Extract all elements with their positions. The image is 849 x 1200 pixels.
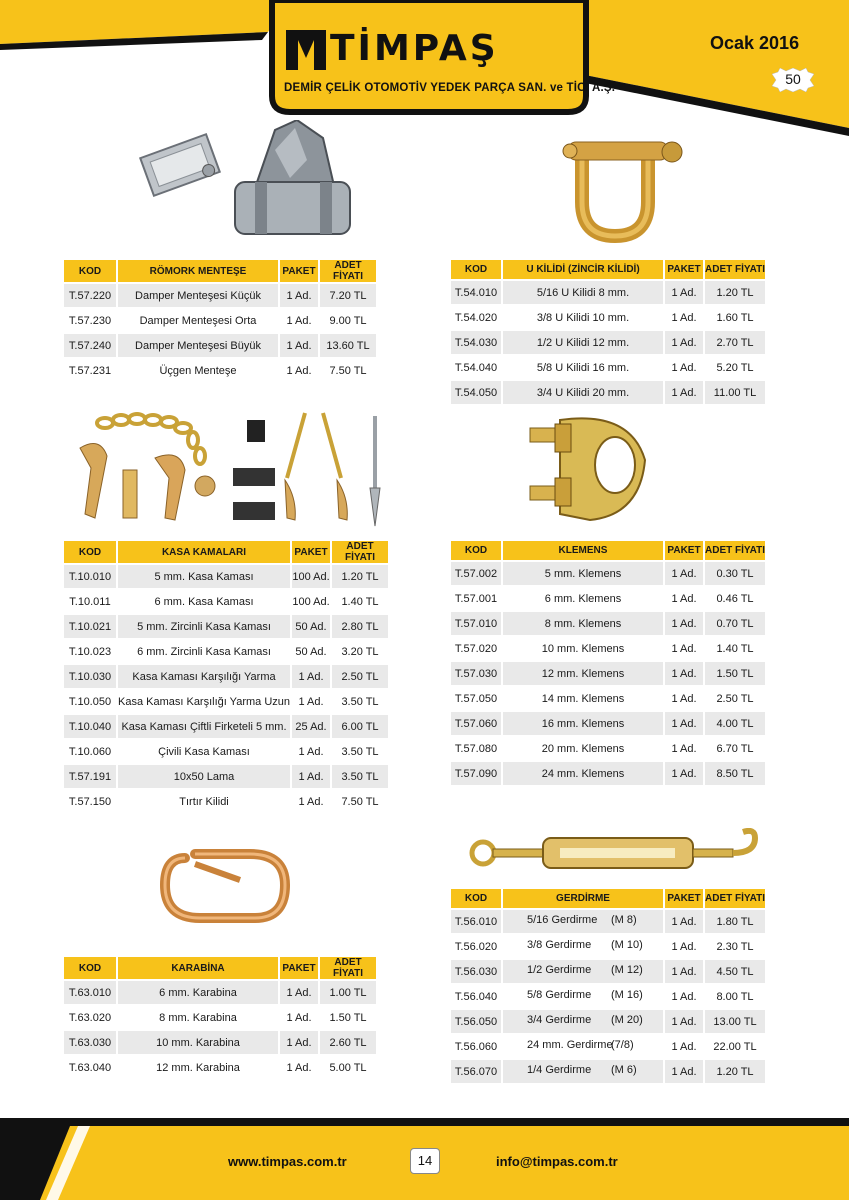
product-name-text: 3/4 Gerdirme (527, 1014, 592, 1026)
product-code: T.54.050 (451, 381, 501, 404)
table-row (451, 985, 765, 1008)
unit-price: 3.50 TL (332, 740, 388, 763)
table-row (64, 740, 388, 763)
product-name: Çivili Kasa Kaması (118, 740, 290, 763)
package: 1 Ad. (292, 740, 330, 763)
package: 1 Ad. (292, 690, 330, 713)
product-code: T.57.030 (451, 662, 501, 685)
product-name: Kasa Kaması Karşılığı Yarma Uzun (118, 690, 290, 713)
unit-price: 0.30 TL (705, 562, 765, 585)
product-code: T.56.040 (451, 985, 501, 1008)
package: 1 Ad. (665, 935, 703, 958)
unit-price: 2.80 TL (332, 615, 388, 638)
unit-price: 3.50 TL (332, 765, 388, 788)
romork-mentese-table (62, 258, 378, 384)
table-row (64, 359, 376, 382)
product-code: T.57.231 (64, 359, 116, 382)
thread-size: (M 6) (611, 1064, 637, 1076)
unit-price: 1.00 TL (320, 981, 376, 1004)
package: 1 Ad. (665, 687, 703, 710)
package: 1 Ad. (665, 356, 703, 379)
unit-price: 0.70 TL (705, 612, 765, 635)
package: 1 Ad. (665, 562, 703, 585)
gerdirme-image (465, 828, 765, 878)
unit-price: 0.46 TL (705, 587, 765, 610)
package: 1 Ad. (280, 359, 318, 382)
package: 1 Ad. (280, 981, 318, 1004)
thread-size: (M 20) (611, 1014, 643, 1026)
product-name: 8 mm. Klemens (503, 612, 663, 635)
unit-price: 8.50 TL (705, 762, 765, 785)
badge-number: 50 (785, 71, 801, 87)
product-name-text: 5/8 Gerdirme (527, 989, 592, 1001)
table-row (64, 284, 376, 307)
table-row (64, 665, 388, 688)
product-name: 12 mm. Karabina (118, 1056, 278, 1079)
product-name: Kasa Kaması Karşılığı Yarma (118, 665, 290, 688)
unit-price: 1.40 TL (332, 590, 388, 613)
product-code: T.10.011 (64, 590, 116, 613)
unit-price: 3.20 TL (332, 640, 388, 663)
table-row (451, 960, 765, 983)
brand-logo-text: TİMPAŞ (330, 28, 499, 69)
product-code: T.10.040 (64, 715, 116, 738)
unit-price: 1.50 TL (705, 662, 765, 685)
package: 1 Ad. (665, 762, 703, 785)
package: 1 Ad. (665, 1060, 703, 1083)
product-name: 10x50 Lama (118, 765, 290, 788)
header-category: KLEMENS (503, 541, 663, 560)
package: 1 Ad. (665, 637, 703, 660)
package: 50 Ad. (292, 640, 330, 663)
package: 1 Ad. (280, 284, 318, 307)
package: 1 Ad. (280, 309, 318, 332)
header-category: GERDİRME (503, 889, 663, 908)
product-code: T.56.010 (451, 910, 501, 933)
package: 1 Ad. (292, 790, 330, 813)
table-row (451, 562, 765, 585)
header-price: ADET FİYATI (320, 260, 376, 282)
table-row (451, 587, 765, 610)
product-name: 5 mm. Zircinli Kasa Kaması (118, 615, 290, 638)
unit-price: 2.50 TL (705, 687, 765, 710)
header-price: ADET FİYATI (332, 541, 388, 563)
table-row (64, 334, 376, 357)
unit-price: 22.00 TL (705, 1035, 765, 1058)
header-kod: KOD (64, 541, 116, 563)
product-name: 10 mm. Klemens (503, 637, 663, 660)
package: 1 Ad. (665, 985, 703, 1008)
table-row (451, 381, 765, 404)
package: 1 Ad. (665, 281, 703, 304)
unit-price: 6.70 TL (705, 737, 765, 760)
product-name: 14 mm. Klemens (503, 687, 663, 710)
product-code: T.54.030 (451, 331, 501, 354)
romork-mentese-image (125, 120, 355, 245)
unit-price: 1.60 TL (705, 306, 765, 329)
product-code: T.56.050 (451, 1010, 501, 1033)
header-paket: PAKET (665, 541, 703, 560)
product-name-text: 5/16 Gerdirme (527, 914, 598, 926)
header-paket: PAKET (280, 957, 318, 979)
table-row (451, 762, 765, 785)
u-kilidi-table (449, 258, 767, 406)
package: 1 Ad. (280, 1006, 318, 1029)
table-row (451, 935, 765, 958)
package: 1 Ad. (665, 712, 703, 735)
unit-price: 5.20 TL (705, 356, 765, 379)
product-name (503, 1010, 663, 1033)
product-code: T.57.002 (451, 562, 501, 585)
product-name (503, 935, 663, 958)
product-code: T.10.023 (64, 640, 116, 663)
product-code: T.57.060 (451, 712, 501, 735)
product-code: T.57.220 (64, 284, 116, 307)
unit-price: 7.50 TL (332, 790, 388, 813)
thread-size: (M 12) (611, 964, 643, 976)
unit-price: 1.40 TL (705, 637, 765, 660)
table-row (451, 1035, 765, 1058)
header-paket: PAKET (665, 260, 703, 279)
thread-size: (M 10) (611, 939, 643, 951)
product-name: Damper Menteşesi Küçük (118, 284, 278, 307)
package: 25 Ad. (292, 715, 330, 738)
product-code: T.63.010 (64, 981, 116, 1004)
unit-price: 8.00 TL (705, 985, 765, 1008)
product-code: T.10.050 (64, 690, 116, 713)
package: 100 Ad. (292, 590, 330, 613)
package: 1 Ad. (665, 910, 703, 933)
package: 1 Ad. (280, 1031, 318, 1054)
product-name: 3/8 U Kilidi 10 mm. (503, 306, 663, 329)
header-kod: KOD (64, 957, 116, 979)
header-kod: KOD (451, 260, 501, 279)
unit-price: 1.20 TL (705, 1060, 765, 1083)
unit-price: 4.50 TL (705, 960, 765, 983)
product-code: T.56.030 (451, 960, 501, 983)
klemens-table (449, 539, 767, 787)
product-code: T.10.030 (64, 665, 116, 688)
footer-page-number: 14 (410, 1148, 440, 1174)
footer-website-link[interactable]: www.timpas.com.tr (228, 1154, 347, 1169)
company-name: DEMİR ÇELİK OTOMOTİV YEDEK PARÇA SAN. ve TİC. A.Ş. (284, 82, 616, 94)
product-code: T.57.090 (451, 762, 501, 785)
table-row (451, 306, 765, 329)
product-code: T.10.060 (64, 740, 116, 763)
product-name: 5/8 U Kilidi 16 mm. (503, 356, 663, 379)
product-code: T.57.050 (451, 687, 501, 710)
header-category: RÖMORK MENTEŞE (118, 260, 278, 282)
product-name-text: 3/8 Gerdirme (527, 939, 592, 951)
table-row (64, 765, 388, 788)
header-kod: KOD (451, 541, 501, 560)
product-name (503, 910, 663, 933)
unit-price: 6.00 TL (332, 715, 388, 738)
unit-price: 7.20 TL (320, 284, 376, 307)
package: 1 Ad. (292, 765, 330, 788)
product-name: 1/2 U Kilidi 12 mm. (503, 331, 663, 354)
header-price: ADET FİYATI (705, 889, 765, 908)
table-row (64, 615, 388, 638)
product-code: T.10.021 (64, 615, 116, 638)
unit-price: 13.00 TL (705, 1010, 765, 1033)
package: 1 Ad. (665, 331, 703, 354)
package: 1 Ad. (665, 381, 703, 404)
product-name: 3/4 U Kilidi 20 mm. (503, 381, 663, 404)
unit-price: 9.00 TL (320, 309, 376, 332)
table-row (64, 715, 388, 738)
table-row (451, 687, 765, 710)
product-name: Damper Menteşesi Büyük (118, 334, 278, 357)
table-row (451, 737, 765, 760)
product-code: T.63.020 (64, 1006, 116, 1029)
package: 1 Ad. (665, 612, 703, 635)
product-name: 6 mm. Kasa Kaması (118, 590, 290, 613)
product-name: Damper Menteşesi Orta (118, 309, 278, 332)
kasa-kamalari-image (65, 408, 385, 530)
catalog-date: Ocak 2016 (710, 33, 800, 53)
package: 1 Ad. (665, 306, 703, 329)
unit-price: 2.30 TL (705, 935, 765, 958)
package: 1 Ad. (665, 1035, 703, 1058)
product-code: T.57.020 (451, 637, 501, 660)
header-paket: PAKET (292, 541, 330, 563)
table-row (64, 1056, 376, 1079)
header-paket: PAKET (280, 260, 318, 282)
table-row (64, 790, 388, 813)
table-row (64, 309, 376, 332)
header-kod: KOD (64, 260, 116, 282)
table-row (451, 281, 765, 304)
unit-price: 4.00 TL (705, 712, 765, 735)
table-row (451, 1010, 765, 1033)
package: 1 Ad. (280, 1056, 318, 1079)
table-row (451, 1060, 765, 1083)
product-code: T.63.030 (64, 1031, 116, 1054)
product-name: 16 mm. Klemens (503, 712, 663, 735)
table-row (64, 690, 388, 713)
table-row (64, 565, 388, 588)
package: 1 Ad. (665, 587, 703, 610)
product-code: T.54.020 (451, 306, 501, 329)
header-price: ADET FİYATI (320, 957, 376, 979)
table-row (451, 712, 765, 735)
package: 1 Ad. (665, 960, 703, 983)
product-name (503, 960, 663, 983)
u-kilidi-image (560, 124, 690, 246)
unit-price: 1.20 TL (705, 281, 765, 304)
product-name: 12 mm. Klemens (503, 662, 663, 685)
product-name-text: 1/4 Gerdirme (527, 1064, 592, 1076)
product-name: 6 mm. Klemens (503, 587, 663, 610)
unit-price: 3.50 TL (332, 690, 388, 713)
table-row (451, 637, 765, 660)
product-code: T.63.040 (64, 1056, 116, 1079)
package: 1 Ad. (665, 1010, 703, 1033)
klemens-image (520, 410, 660, 528)
product-name (503, 1035, 663, 1058)
karabina-image (155, 840, 295, 930)
product-code: T.57.150 (64, 790, 116, 813)
product-name (503, 1060, 663, 1083)
product-code: T.57.230 (64, 309, 116, 332)
header-paket: PAKET (665, 889, 703, 908)
header-kod: KOD (451, 889, 501, 908)
product-code: T.56.060 (451, 1035, 501, 1058)
product-code: T.56.020 (451, 935, 501, 958)
table-row (64, 981, 376, 1004)
product-name (503, 985, 663, 1008)
karabina-table (62, 955, 378, 1081)
table-row (64, 640, 388, 663)
unit-price: 1.20 TL (332, 565, 388, 588)
unit-price: 7.50 TL (320, 359, 376, 382)
header-banner (0, 0, 849, 140)
package: 1 Ad. (665, 737, 703, 760)
table-row (451, 356, 765, 379)
unit-price: 2.50 TL (332, 665, 388, 688)
product-name-text: 1/2 Gerdirme (527, 964, 592, 976)
table-row (64, 590, 388, 613)
package: 50 Ad. (292, 615, 330, 638)
product-code: T.54.010 (451, 281, 501, 304)
unit-price: 1.50 TL (320, 1006, 376, 1029)
product-code: T.54.040 (451, 356, 501, 379)
header-category: KARABİNA (118, 957, 278, 979)
product-name: Tırtır Kilidi (118, 790, 290, 813)
product-name: Üçgen Menteşe (118, 359, 278, 382)
unit-price: 1.80 TL (705, 910, 765, 933)
unit-price: 5.00 TL (320, 1056, 376, 1079)
gerdirme-table (449, 887, 767, 1085)
product-code: T.57.001 (451, 587, 501, 610)
product-code: T.57.080 (451, 737, 501, 760)
product-code: T.57.010 (451, 612, 501, 635)
header-category: KASA KAMALARI (118, 541, 290, 563)
table-row (451, 331, 765, 354)
header-category: U KİLİDİ (ZİNCİR KİLİDİ) (503, 260, 663, 279)
header-price: ADET FİYATI (705, 260, 765, 279)
footer-email-link[interactable]: info@timpas.com.tr (496, 1154, 618, 1169)
header-price: ADET FİYATI (705, 541, 765, 560)
product-code: T.10.010 (64, 565, 116, 588)
unit-price: 2.60 TL (320, 1031, 376, 1054)
product-name-text: 24 mm. Gerdirme (527, 1039, 613, 1051)
package: 100 Ad. (292, 565, 330, 588)
product-name: 5/16 U Kilidi 8 mm. (503, 281, 663, 304)
product-code: T.56.070 (451, 1060, 501, 1083)
product-name: Kasa Kaması Çiftli Firketeli 5 mm. (118, 715, 290, 738)
product-name: 10 mm. Karabina (118, 1031, 278, 1054)
table-row (451, 662, 765, 685)
product-name: 5 mm. Klemens (503, 562, 663, 585)
table-row (64, 1006, 376, 1029)
product-name: 6 mm. Karabina (118, 981, 278, 1004)
package: 1 Ad. (280, 334, 318, 357)
table-row (451, 612, 765, 635)
unit-price: 2.70 TL (705, 331, 765, 354)
package: 1 Ad. (665, 662, 703, 685)
thread-size: (M 8) (611, 914, 637, 926)
product-name: 8 mm. Karabina (118, 1006, 278, 1029)
table-row (451, 910, 765, 933)
unit-price: 11.00 TL (705, 381, 765, 404)
unit-price: 13.60 TL (320, 334, 376, 357)
package: 1 Ad. (292, 665, 330, 688)
product-code: T.57.191 (64, 765, 116, 788)
thread-size: (M 16) (611, 989, 643, 1001)
product-name: 20 mm. Klemens (503, 737, 663, 760)
kasa-kamalari-table (62, 539, 390, 815)
table-row (64, 1031, 376, 1054)
product-name: 6 mm. Zircinli Kasa Kaması (118, 640, 290, 663)
page-badge (772, 68, 814, 92)
product-code: T.57.240 (64, 334, 116, 357)
thread-size: (7/8) (611, 1039, 634, 1051)
product-name: 24 mm. Klemens (503, 762, 663, 785)
product-name: 5 mm. Kasa Kaması (118, 565, 290, 588)
